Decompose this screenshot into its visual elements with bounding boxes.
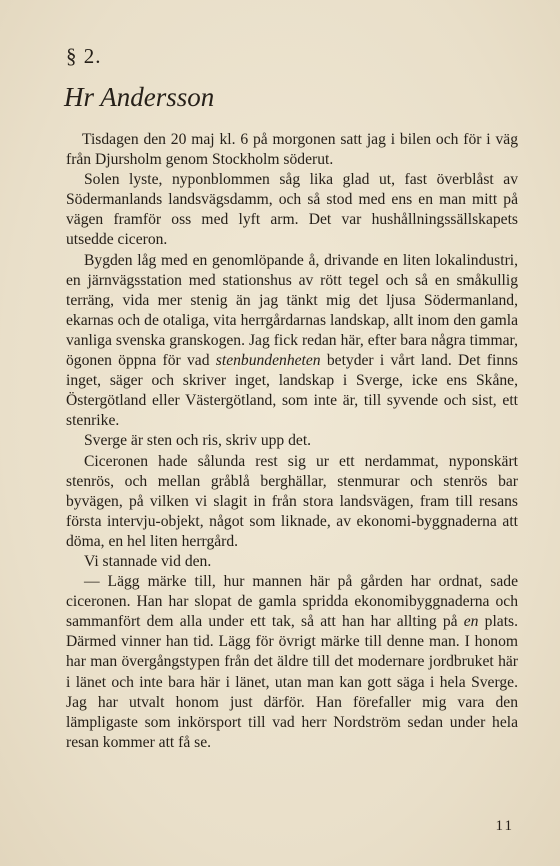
paragraph-text: plats. Därmed vinner han tid. Lägg för övrigt märke till denne man. I honom har man övergångstypen från det äldre till det modernare jordbruket här i länet och inte bara här i länet, utan man kan gott säga i hela Sverge. Jag har utvalt honom just därför. Han förefaller mig vara den lämpligaste som inkörsport till vad herr Nordström sedan under hela resan kommer att få se. — [66, 613, 518, 751]
paragraph: Vi stannade vid den. — [84, 552, 212, 570]
paragraph — [66, 572, 518, 753]
paragraph: Solen lyste, nyponblommen såg lika glad ut, fast överblåst av Södermanlands landsvägsdamm, och så stod med ens en man mitt på vägen framför oss med lyft arm. Det var hushållningssällskapets utsedde ciceron. — [66, 171, 518, 249]
paragraph-text: Bygden låg med en genomlöpande å, drivande en liten lokalindustri, en järnvägsstation med stationshus av rött tegel och så en småkullig terräng, vida mer stenig än jag tänkt mig det ljusa Södermanland, ekarnas och de otaliga, vita herrgårdarnas landskap, allt inom den gamla vanliga svenska granskogen. Jag fick redan här, efter bara några timmar, ögonen öppna för vad — [66, 251, 518, 370]
body-text — [66, 130, 518, 753]
chapter-title: Hr Andersson — [64, 82, 215, 112]
section-mark: § 2. — [66, 44, 102, 68]
paragraph: Tisdagen den 20 maj kl. 6 på morgonen satt jag i bilen och för i väg från Djursholm genom Stockholm söderut. — [66, 131, 518, 169]
paragraph-text: betyder i vårt land. Det finns inget, säger och skriver inget, landskap i Sverge, icke ens Skåne, Östergötland eller Västergötland, som inte är, till syvende och sist, ett stenrike. — [66, 352, 518, 430]
emphasized-word: stenbundenheten — [215, 352, 321, 370]
paragraph: Sverge är sten och ris, skriv upp det. — [84, 432, 312, 450]
paragraph: Ciceronen hade sålunda rest sig ur ett nerdammat, nyponskärt stenrös, och mellan gråblå berghällar, stenmurar och stenrös bar byvägen, på vilken vi slagit in från stora landsvägen, fram till resans första intervju-objekt, något som liknade, av ekonomi-byggnaderna att döma, en hel liten herrgård. — [66, 452, 518, 550]
emphasized-word: en — [463, 613, 479, 631]
page-number: 11 — [495, 818, 514, 834]
paragraph-text: — Lägg märke till, hur mannen här på gården har ordnat, sade ciceronen. Han har slopat de gamla spridda ekonomibyggnaderna och sammanfört dem alla under ett tak, så att han har allting på — [66, 573, 518, 631]
paragraph — [66, 251, 518, 432]
